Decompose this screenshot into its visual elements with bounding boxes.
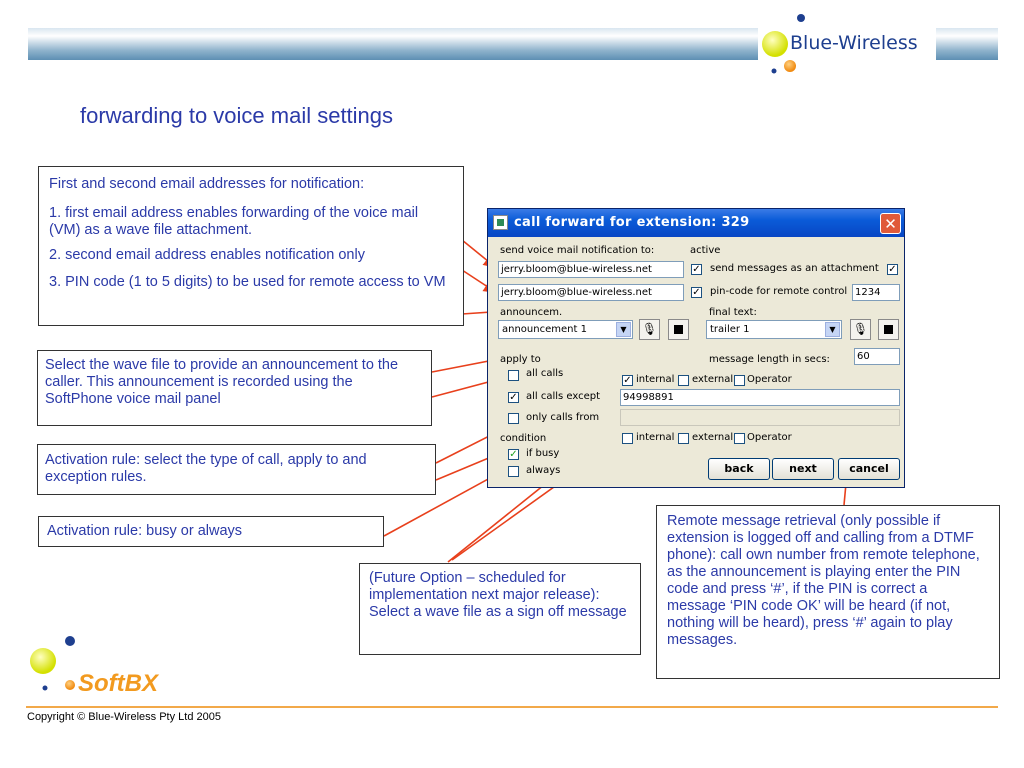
record-announcement-button[interactable]: 🎙: [639, 319, 660, 340]
email1-input[interactable]: jerry.bloom@blue-wireless.net: [498, 261, 684, 278]
dialog-title: call forward for extension: 329: [514, 215, 750, 230]
operator2-label: Operator: [747, 432, 792, 443]
stop-final-button[interactable]: [878, 319, 899, 340]
except-number-input[interactable]: 94998891: [620, 389, 900, 406]
next-button[interactable]: next: [772, 458, 834, 480]
note-remote-text: Remote message retrieval (only possible if extension is logged off and calling from a DTMF phone): call own number from remote telephone, as the announcement is playing enter the PIN code and press ‘#’, if the PIN is correct a message ‘PIN code OK’ will be heard (if not, nothing will be heard), press ‘#’ again to play messages.: [667, 513, 980, 648]
email1-active-checkbox[interactable]: ✓: [692, 264, 701, 275]
msg-length-input[interactable]: 60: [854, 348, 900, 365]
announcement-select-value: announcement 1: [502, 324, 587, 335]
condition-label: condition: [500, 433, 547, 444]
internal2-checkbox[interactable]: [622, 433, 633, 444]
all-calls-except-label: all calls except: [526, 391, 601, 402]
note-announcement: [37, 350, 432, 426]
page-title: forwarding to voice mail settings: [80, 103, 394, 128]
note-activation-text: Activation rule: select the type of call, apply to and exception rules.: [45, 452, 367, 485]
all-calls-radio[interactable]: [508, 370, 519, 381]
stop-icon: [674, 325, 683, 334]
if-busy-checkbox[interactable]: ✓: [509, 449, 518, 460]
only-calls-from-input[interactable]: [620, 409, 900, 426]
all-calls-except-checkbox[interactable]: ✓: [509, 392, 518, 403]
all-calls-label: all calls: [526, 368, 564, 379]
announcement-select[interactable]: [498, 320, 633, 339]
email2-active-checkbox[interactable]: ✓: [692, 287, 701, 298]
note-email-line3: 3. PIN code (1 to 5 digits) to be used for remote access to VM: [49, 274, 446, 290]
note-busy: [38, 516, 384, 547]
back-button[interactable]: back: [708, 458, 770, 480]
note-email-line1: 1. first email address enables forwarding of the voice mail (VM) as a wave file attachment.: [49, 205, 419, 238]
attach-checkbox[interactable]: ✓: [888, 264, 897, 275]
operator-checkbox[interactable]: [734, 375, 745, 386]
active-label: active: [690, 245, 721, 256]
external-checkbox[interactable]: [678, 375, 689, 386]
call-forward-dialog: [487, 208, 905, 488]
internal-label: internal: [636, 374, 675, 385]
operator2-checkbox[interactable]: [734, 433, 745, 444]
stop-icon: [884, 325, 893, 334]
note-busy-text: Activation rule: busy or always: [47, 523, 243, 539]
footer-divider: [26, 706, 998, 708]
external-label: external: [692, 374, 734, 385]
note-email-heading: First and second email addresses for notification:: [49, 176, 365, 192]
note-future: [359, 563, 641, 655]
stop-announcement-button[interactable]: [668, 319, 689, 340]
close-button[interactable]: ✕: [880, 213, 901, 234]
final-text-select-value: trailer 1: [710, 324, 750, 335]
external2-label: external: [692, 432, 734, 443]
app-icon: [493, 215, 508, 230]
note-future-text: (Future Option – scheduled for implementation next major release): Select a wave file as a sign off message: [369, 570, 627, 620]
chevron-down-icon[interactable]: ▼: [825, 322, 840, 337]
header-bar-left: [28, 28, 758, 60]
email2-input[interactable]: jerry.bloom@blue-wireless.net: [498, 284, 684, 301]
final-text-label: final text:: [709, 307, 757, 318]
copyright: Copyright © Blue-Wireless Pty Ltd 2005: [27, 711, 221, 723]
softbx-logo-text: SoftBX: [78, 670, 158, 697]
internal2-label: internal: [636, 432, 675, 443]
record-final-button[interactable]: 🎙: [850, 319, 871, 340]
pin-input[interactable]: 1234: [852, 284, 900, 301]
if-busy-label: if busy: [526, 448, 560, 459]
note-email-line2: 2. second email address enables notification only: [49, 247, 365, 263]
only-calls-from-label: only calls from: [526, 412, 600, 423]
announcem-label: announcem.: [500, 307, 563, 318]
pin-label: pin-code for remote control: [710, 286, 848, 297]
always-checkbox[interactable]: [508, 466, 519, 477]
dialog-titlebar[interactable]: [488, 209, 904, 237]
attach-label: send messages as an attachment: [710, 263, 879, 274]
send-label: send voice mail notification to:: [500, 245, 655, 256]
note-announcement-text: Select the wave file to provide an announcement to the caller. This announcement is recorded using the SoftPhone voice mail panel: [45, 357, 399, 407]
brand-name: Blue-Wireless: [790, 32, 918, 54]
msg-length-label: message length in secs:: [709, 354, 830, 365]
only-calls-from-checkbox[interactable]: [508, 413, 519, 424]
header-bar-right: [936, 28, 998, 60]
note-email: [38, 166, 464, 326]
note-activation: [37, 444, 436, 495]
internal-checkbox[interactable]: ✓: [623, 375, 632, 386]
final-text-select[interactable]: [706, 320, 842, 339]
note-remote: [656, 505, 1000, 679]
external2-checkbox[interactable]: [678, 433, 689, 444]
operator-label: Operator: [747, 374, 792, 385]
always-label: always: [526, 465, 561, 476]
cancel-button[interactable]: cancel: [838, 458, 900, 480]
chevron-down-icon[interactable]: ▼: [616, 322, 631, 337]
apply-to-label: apply to: [500, 354, 541, 365]
